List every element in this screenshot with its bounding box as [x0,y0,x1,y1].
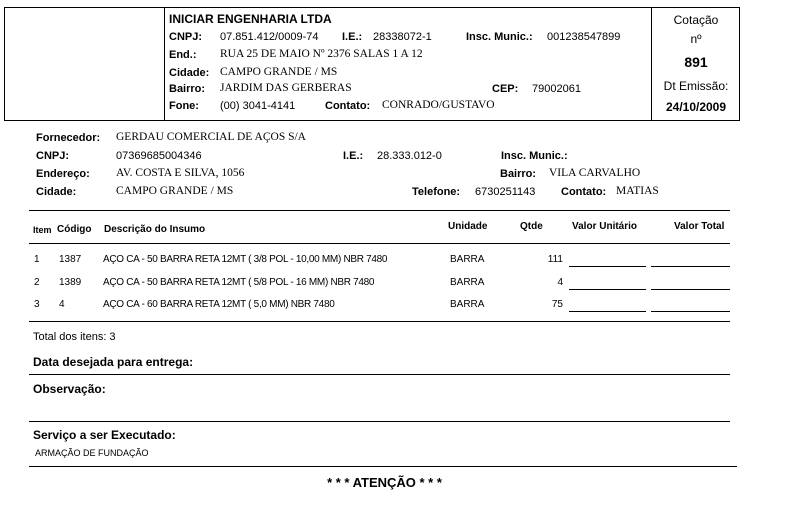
row-item: 3 [34,299,40,310]
quote-number: 891 [684,54,708,70]
company-insc-label: Insc. Munic.: [466,31,533,43]
company-bairro: JARDIM DAS GERBERAS [220,82,352,94]
company-end-label: End.: [169,49,197,61]
total-itens: Total dos itens: 3 [33,331,116,343]
row-unidade: BARRA [450,254,485,265]
row-codigo: 1387 [59,254,82,265]
supplier-cnpj-label: CNPJ: [36,150,70,162]
supplier-cnpj: 07369685004346 [116,150,202,162]
row-qtde: 4 [557,277,563,288]
row-unidade: BARRA [450,299,485,310]
data-entrega-label: Data desejada para entrega: [33,355,194,369]
quote-date: 24/10/2009 [665,100,727,114]
company-cep: 79002061 [532,83,581,95]
company-cep-label: CEP: [492,83,519,95]
supplier-divider [29,210,730,211]
row-codigo: 4 [59,299,65,310]
col-header-valor-total: Valor Total [674,221,725,232]
company-contato: CONRADO/GUSTAVO [382,99,495,111]
company-cidade-label: Cidade: [169,67,210,79]
company-end: RUA 25 DE MAIO Nº 2376 SALAS 1 A 12 [220,48,423,60]
supplier-insc-label: Insc. Munic.: [501,150,568,162]
col-header-item: Item [33,225,52,235]
supplier-ie-label: I.E.: [343,150,364,162]
company-cnpj-label: CNPJ: [169,31,203,43]
supplier-fornecedor-label: Fornecedor: [36,132,101,144]
company-name: INICIAR ENGENHARIA LTDA [169,12,332,26]
supplier-bairro: VILA CARVALHO [549,167,641,179]
quote-no-label: nº [690,32,702,46]
supplier-endereco-label: Endereço: [36,168,90,180]
col-header-descricao: Descrição do Insumo [104,224,206,235]
col-header-qtde: Qtde [520,221,543,232]
row-valor-unitario-blank [569,289,646,290]
row-qtde: 111 [547,254,563,265]
quote-date-label: Dt Emissão: [663,79,729,93]
supplier-endereco: AV. COSTA E SILVA, 1056 [116,167,245,179]
company-bairro-label: Bairro: [169,83,206,95]
row-codigo: 1389 [59,277,82,288]
supplier-contato-label: Contato: [561,186,607,198]
supplier-contato: MATIAS [616,185,659,197]
company-cnpj: 07.851.412/0009-74 [220,31,319,43]
observacao-line [29,421,730,422]
supplier-cidade: CAMPO GRANDE / MS [116,185,234,197]
row-qtde: 75 [551,299,563,310]
company-insc: 001238547899 [547,31,621,43]
company-fone: (00) 3041-4141 [220,100,296,112]
col-header-unidade: Unidade [448,221,488,232]
company-contato-label: Contato: [325,100,371,112]
row-valor-unitario-blank [569,311,646,312]
supplier-telefone: 6730251143 [475,186,536,198]
row-item: 1 [34,254,40,265]
supplier-fornecedor: GERDAU COMERCIAL DE AÇOS S/A [116,131,306,143]
company-ie-label: I.E.: [342,31,363,43]
quote-label: Cotação [673,13,719,27]
supplier-bairro-label: Bairro: [500,168,537,180]
row-valor-total-blank [651,289,730,290]
row-valor-total-blank [651,311,730,312]
row-descricao: AÇO CA - 60 BARRA RETA 12MT ( 5,0 MM) NBR 7480 [103,299,335,310]
atencao-banner: * * * ATENÇÃO * * * [327,475,442,490]
supplier-cidade-label: Cidade: [36,186,77,198]
row-valor-total-blank [651,266,730,267]
row-descricao: AÇO CA - 50 BARRA RETA 12MT ( 3/8 POL - 10,00 MM) NBR 7480 [103,254,388,265]
data-entrega-line [29,374,730,375]
servico-line [29,466,737,467]
observacao-label: Observação: [33,382,106,396]
company-fone-label: Fone: [169,100,199,112]
col-header-codigo: Código [57,224,92,235]
row-descricao: AÇO CA - 50 BARRA RETA 12MT ( 5/8 POL - 16 MM) NBR 7480 [103,277,375,288]
col-header-valor-unitario: Valor Unitário [572,221,638,232]
servico-value: ARMAÇÃO DE FUNDAÇÃO [35,448,149,458]
supplier-ie: 28.333.012-0 [377,150,442,162]
row-unidade: BARRA [450,277,485,288]
servico-label: Serviço a ser Executado: [33,428,176,442]
row-item: 2 [34,277,40,288]
company-ie: 28338072-1 [373,31,432,43]
table-header-divider [29,243,730,244]
header-box [4,7,740,121]
header-logo-divider [164,7,165,121]
supplier-telefone-label: Telefone: [412,186,461,198]
table-bottom-divider [29,321,730,322]
company-cidade: CAMPO GRANDE / MS [220,66,338,78]
row-valor-unitario-blank [569,266,646,267]
